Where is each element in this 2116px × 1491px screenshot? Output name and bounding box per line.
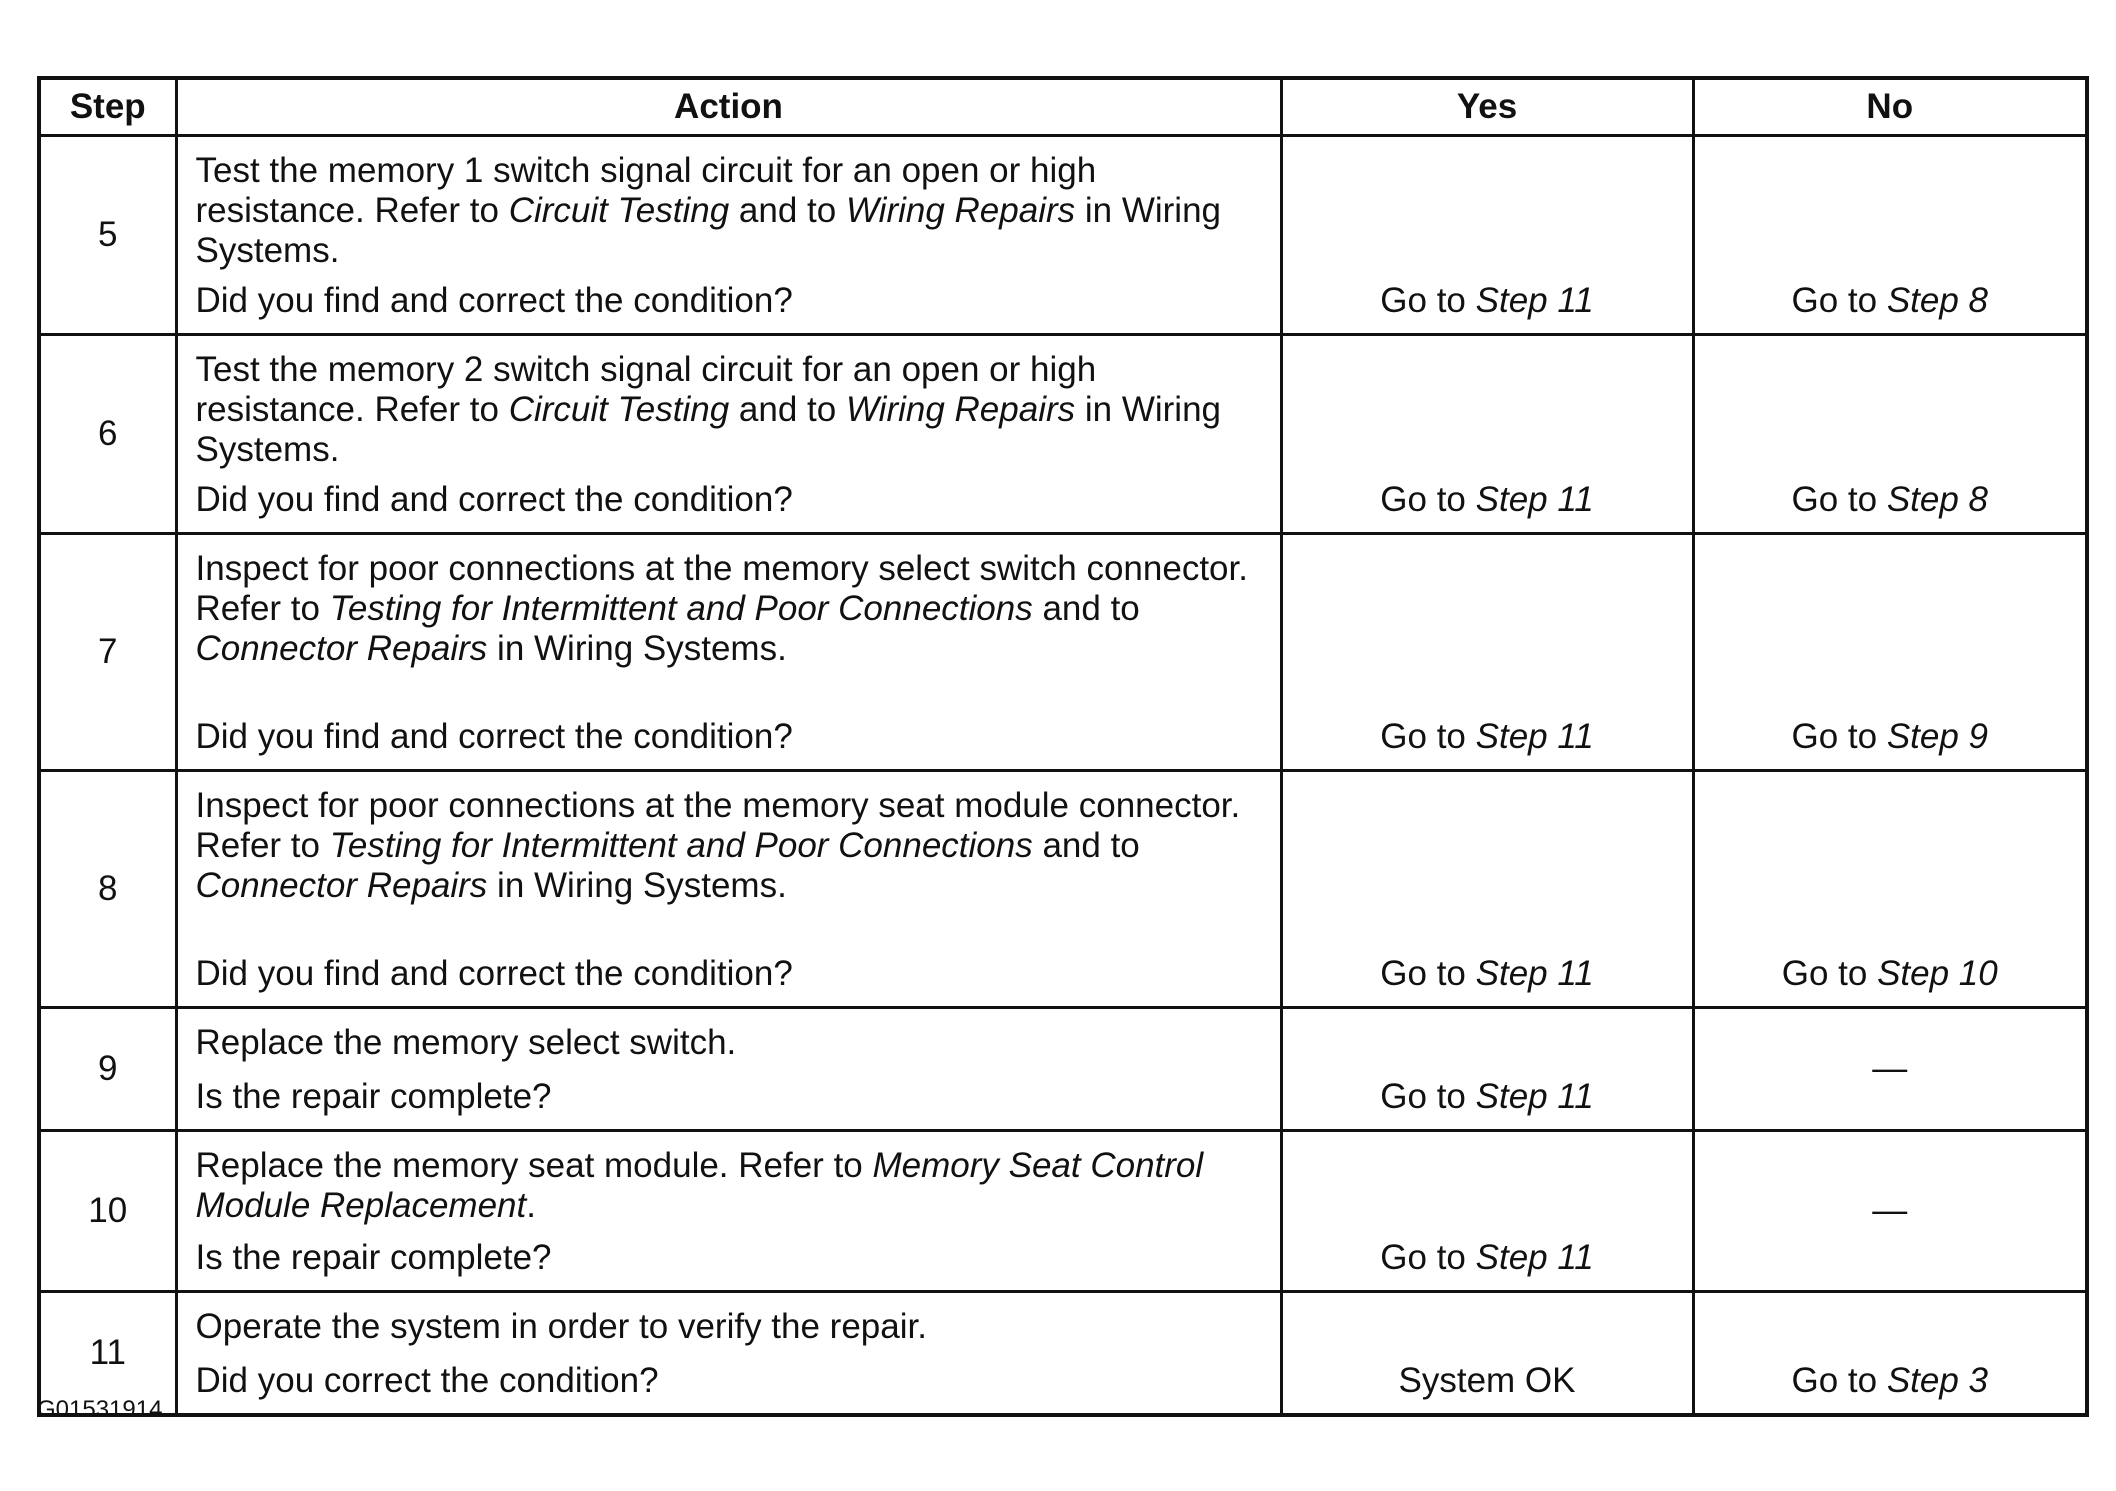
action-text-segment: in Wiring Systems. — [195, 390, 1222, 469]
no-step-link[interactable]: Step 9 — [1886, 717, 1989, 756]
reference-link[interactable]: Testing for Intermittent and Poor Connections — [329, 826, 1033, 865]
action-question: Is the repair complete? — [195, 1077, 552, 1116]
no-result-cell — [1693, 136, 2087, 335]
yes-result-cell — [1281, 1131, 1693, 1292]
step-number: 6 — [39, 335, 176, 534]
action-text-segment: . — [526, 1186, 536, 1225]
action-cell — [176, 1292, 1281, 1416]
step-number: 7 — [39, 534, 176, 771]
action-text-segment: Operate the system in order to verify the repair. — [195, 1307, 927, 1346]
step-number: 10 — [39, 1131, 176, 1292]
header-no: No — [1693, 78, 2087, 136]
header-action: Action — [176, 78, 1281, 136]
action-question: Did you find and correct the condition? — [195, 281, 793, 320]
yes-result-text: Go to — [1380, 954, 1476, 993]
yes-result-cell — [1281, 1292, 1693, 1416]
yes-step-link[interactable]: Step 11 — [1475, 954, 1594, 993]
action-text-segment: Replace the memory select switch. — [195, 1023, 737, 1062]
action-question: Did you find and correct the condition? — [195, 717, 793, 756]
reference-link[interactable]: Wiring Repairs — [845, 191, 1076, 230]
action-instruction — [196, 1146, 1264, 1226]
reference-link[interactable]: Testing for Intermittent and Poor Connections — [329, 589, 1033, 628]
table-body — [39, 136, 2087, 1416]
header-step: Step — [39, 78, 176, 136]
action-text-segment: in Wiring Systems. — [195, 191, 1222, 270]
action-text-segment: and to — [729, 390, 846, 429]
no-result-cell — [1693, 771, 2087, 1008]
action-instruction — [196, 350, 1264, 470]
reference-link[interactable]: Connector Repairs — [195, 866, 488, 905]
no-result-text: Go to — [1791, 717, 1887, 756]
no-result-text: — — [1872, 1191, 1908, 1230]
no-result-cell — [1693, 1292, 2087, 1416]
step-number: 5 — [39, 136, 176, 335]
step-number: 9 — [39, 1008, 176, 1131]
action-instruction — [196, 151, 1264, 271]
no-result-text: — — [1872, 1049, 1908, 1088]
table-row — [39, 1292, 2087, 1416]
action-text-segment: in Wiring Systems. — [487, 629, 787, 668]
yes-step-link[interactable]: Step 11 — [1475, 281, 1594, 320]
yes-result-cell — [1281, 335, 1693, 534]
no-result-text: Go to — [1781, 954, 1878, 993]
table-header-row — [39, 78, 2087, 136]
no-step-link[interactable]: Step 8 — [1886, 281, 1989, 320]
reference-link[interactable]: Memory Seat Control Module Replacement — [195, 1146, 1204, 1225]
yes-result-text: Go to — [1380, 281, 1476, 320]
yes-result-cell — [1281, 136, 1693, 335]
action-instruction — [196, 786, 1264, 906]
no-result-cell — [1693, 1131, 2087, 1292]
no-result-cell — [1693, 1008, 2087, 1131]
action-cell — [176, 136, 1281, 335]
yes-step-link[interactable]: Step 11 — [1475, 1238, 1594, 1277]
reference-link[interactable]: Circuit Testing — [508, 390, 730, 429]
action-text-segment: in Wiring Systems. — [487, 866, 787, 905]
no-step-link[interactable]: Step 10 — [1877, 954, 1998, 993]
no-step-link[interactable]: Step 3 — [1886, 1361, 1989, 1400]
action-text-segment: Inspect for poor connections at the memory seat module connector. Refer to — [195, 786, 1241, 865]
no-result-cell — [1693, 534, 2087, 771]
action-question: Did you find and correct the condition? — [195, 480, 793, 519]
action-cell — [176, 335, 1281, 534]
no-result-text: Go to — [1791, 480, 1887, 519]
action-text-segment: Test the memory 2 switch signal circuit for an open or high resistance. Refer to — [195, 350, 1097, 429]
action-text-segment: and to — [1032, 589, 1140, 628]
header-yes: Yes — [1281, 78, 1693, 136]
yes-result-text: Go to — [1380, 717, 1476, 756]
table-row — [39, 534, 2087, 771]
no-result-text: Go to — [1791, 1361, 1887, 1400]
yes-step-link[interactable]: Step 11 — [1475, 717, 1594, 756]
table-row — [39, 1008, 2087, 1131]
action-question: Is the repair complete? — [195, 1238, 552, 1277]
yes-result-cell — [1281, 771, 1693, 1008]
action-text-segment: Replace the memory seat module. Refer to — [195, 1146, 873, 1185]
no-result-cell — [1693, 335, 2087, 534]
no-step-link[interactable]: Step 8 — [1886, 480, 1989, 519]
action-instruction — [196, 1307, 1264, 1347]
yes-result-text: Go to — [1380, 480, 1476, 519]
action-text-segment: and to — [1032, 826, 1140, 865]
action-text-segment: Test the memory 1 switch signal circuit for an open or high resistance. Refer to — [195, 151, 1097, 230]
action-cell — [176, 771, 1281, 1008]
yes-step-link[interactable]: Step 11 — [1475, 480, 1594, 519]
action-instruction — [196, 549, 1264, 669]
action-text-segment: Inspect for poor connections at the memory select switch connector. Refer to — [195, 549, 1248, 628]
yes-result-cell — [1281, 1008, 1693, 1131]
figure-id: G01531914 — [37, 1396, 163, 1423]
yes-result-text: Go to — [1380, 1077, 1476, 1116]
yes-step-link[interactable]: Step 11 — [1475, 1077, 1594, 1116]
yes-result-text: System OK — [1398, 1361, 1576, 1400]
action-cell — [176, 534, 1281, 771]
action-instruction — [196, 1023, 1264, 1063]
action-question: Did you find and correct the condition? — [195, 954, 793, 993]
diagnostic-steps-table — [37, 76, 2089, 1417]
action-question: Did you correct the condition? — [195, 1361, 659, 1400]
table-row — [39, 1131, 2087, 1292]
reference-link[interactable]: Connector Repairs — [195, 629, 488, 668]
table-row — [39, 335, 2087, 534]
reference-link[interactable]: Wiring Repairs — [845, 390, 1076, 429]
table-row — [39, 771, 2087, 1008]
reference-link[interactable]: Circuit Testing — [508, 191, 730, 230]
action-cell — [176, 1008, 1281, 1131]
yes-result-text: Go to — [1380, 1238, 1476, 1277]
yes-result-cell — [1281, 534, 1693, 771]
action-cell — [176, 1131, 1281, 1292]
diagnostic-table-container — [37, 76, 2085, 1417]
step-number: 8 — [39, 771, 176, 1008]
action-text-segment: and to — [729, 191, 846, 230]
table-row — [39, 136, 2087, 335]
no-result-text: Go to — [1791, 281, 1887, 320]
step-number: 11 — [39, 1292, 176, 1416]
